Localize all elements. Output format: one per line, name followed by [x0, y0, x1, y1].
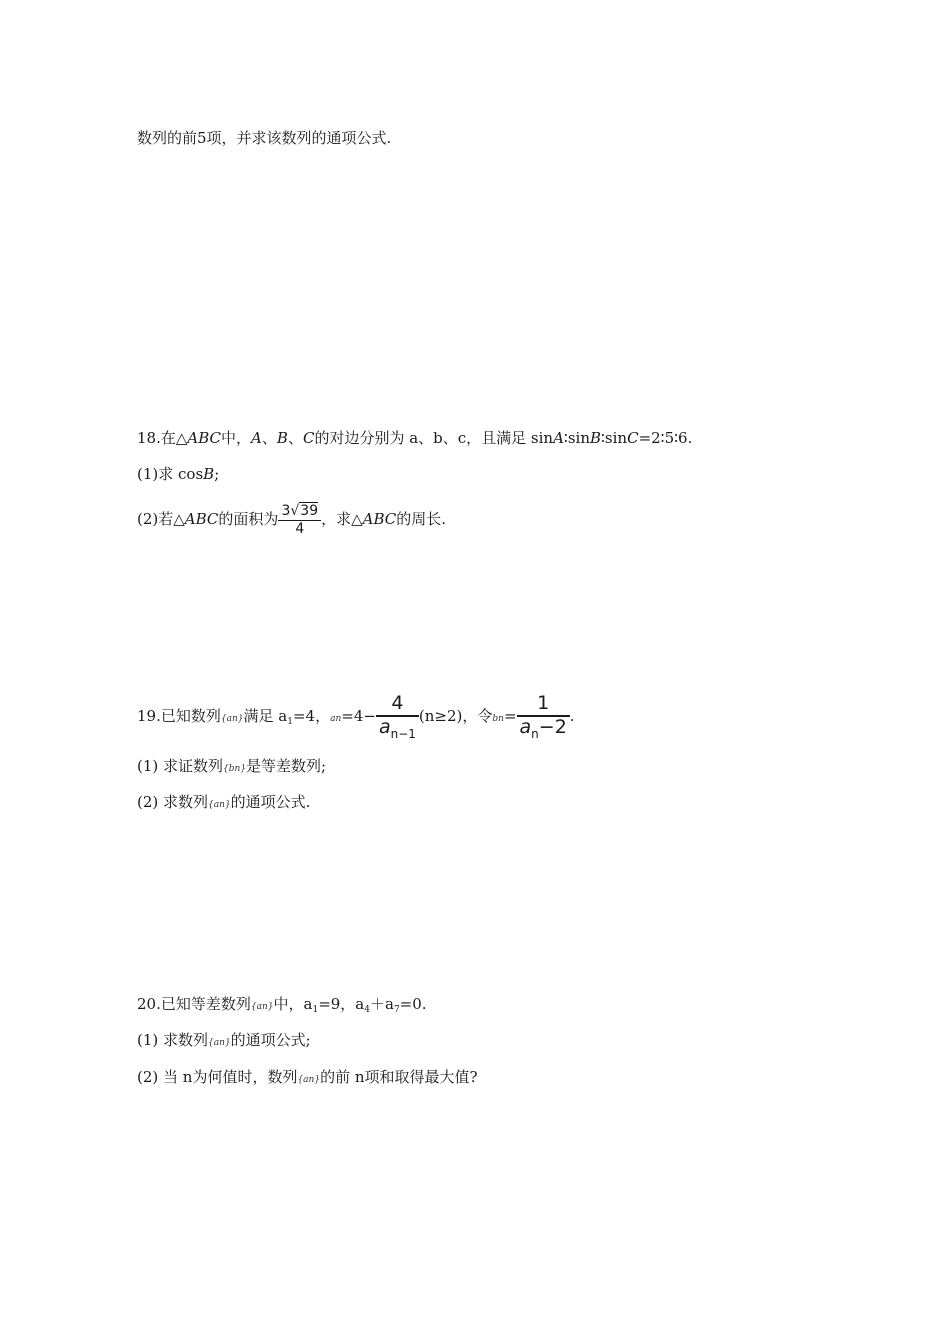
seq-b-label: {bn} [223, 764, 247, 774]
q18-sin: sin [604, 429, 628, 447]
bn-numerator: 1 [517, 694, 570, 717]
q18-part2-text: 的面积为 [218, 510, 279, 528]
q18-stem [137, 428, 692, 448]
q18-text: 的对边分别为 a、b、c，且满足 sin [314, 429, 554, 447]
q20-number: 20. [137, 995, 161, 1013]
q18-part2 [137, 497, 446, 541]
q18-var-b: B [589, 429, 602, 447]
area-coef: 3 [281, 502, 291, 519]
q18-colon: ∶ [601, 429, 605, 447]
q19-part1-suffix: 是等差数列; [246, 757, 327, 775]
q18-sep: 、 [261, 429, 277, 447]
bn-label: bn [492, 714, 504, 724]
q19-part2 [137, 792, 310, 815]
subscript: 1 [287, 717, 293, 727]
area-numerator [278, 504, 321, 521]
recurrence-fraction [376, 691, 419, 741]
q20-part2-suffix: 的前 n项和取得最大值? [320, 1068, 478, 1086]
den-base: a [519, 715, 532, 738]
q19-cond: (n≥2)，令 [418, 707, 493, 725]
q20-part2-text: (2) 当 n为何值时，数列 [137, 1068, 298, 1086]
q18-triangle: ABC [184, 510, 219, 528]
q19-number: 19. [137, 707, 161, 725]
q19-part1 [137, 756, 326, 779]
q18-var-b: B [276, 429, 288, 447]
recurrence-denominator [376, 717, 419, 740]
q18-part1-suffix: ; [214, 465, 220, 483]
q18-var-c: C [302, 429, 315, 447]
bn-denominator [517, 717, 570, 740]
q19-text: 已知数列 [160, 707, 221, 725]
bn-fraction [517, 691, 570, 741]
q18-ratio-values: =2∶5∶6. [638, 429, 693, 447]
q18-part2-end: 的周长. [396, 510, 447, 528]
q18-sin: sin [567, 429, 590, 447]
q18-text: 在△ [160, 429, 188, 447]
q18-part2-text: ，求△ [321, 510, 363, 528]
q20-part2 [137, 1067, 478, 1090]
area-fraction [278, 504, 321, 536]
q18-part1 [137, 464, 219, 484]
q20-part1 [137, 1030, 311, 1053]
q19-eq: =4− [341, 707, 376, 725]
q19-part2-suffix: 的通项公式. [230, 793, 311, 811]
q19-eq: = [503, 707, 517, 725]
sqrt-icon: √ [290, 502, 300, 519]
q18-var-a: A [553, 429, 564, 447]
q18-var-c: C [627, 429, 639, 447]
den-tail: −2 [538, 715, 567, 738]
recurrence-numerator: 4 [376, 694, 419, 717]
subscript: 4 [364, 1005, 370, 1015]
q18-sep: 、 [287, 429, 303, 447]
q20-part1-text: (1) 求数列 [137, 1031, 209, 1049]
den-base: a [378, 715, 391, 738]
q20-text: 中，a [273, 995, 313, 1013]
q18-part1-text: (1)求 cos [137, 465, 204, 483]
q18-var-a: A [251, 429, 262, 447]
q18-part2-text: (2)若△ [137, 510, 185, 528]
den-sub: n−1 [390, 726, 416, 741]
seq-a-label: {an} [220, 714, 244, 724]
q20-eq: =9，a [318, 995, 365, 1013]
area-denominator: 4 [295, 520, 305, 537]
den-sub: n [531, 726, 539, 741]
q18-number: 18. [137, 429, 161, 447]
seq-a-label: {an} [297, 1075, 321, 1085]
q19-text: 满足 a [243, 707, 288, 725]
q19-eq: =4， [292, 707, 331, 725]
q20-stem [137, 994, 427, 1020]
q20-part1-suffix: 的通项公式; [230, 1031, 311, 1049]
area-radicand: 39 [300, 502, 319, 519]
q19-stem [137, 688, 575, 750]
q20-text: 已知等差数列 [160, 995, 251, 1013]
continuation-line [137, 128, 391, 148]
seq-a-label: {an} [250, 1002, 274, 1012]
subscript: 7 [393, 1005, 400, 1015]
q18-text: 中， [221, 429, 252, 447]
an-label: an [330, 714, 342, 724]
continuation-text: 数列的前5项，并求该数列的通项公式. [137, 129, 392, 147]
q18-triangle: ABC [362, 510, 397, 528]
q18-part1-var: B [203, 465, 215, 483]
seq-a-label: {an} [208, 800, 231, 810]
seq-a-label: {an} [208, 1038, 231, 1048]
q20-eq: ＋a [369, 995, 394, 1013]
q19-end: . [569, 707, 575, 725]
q18-colon: ∶ [563, 429, 568, 447]
q19-part2-text: (2) 求数列 [137, 793, 209, 811]
subscript: 1 [312, 1005, 319, 1015]
q19-part1-text: (1) 求证数列 [137, 757, 224, 775]
q18-triangle: ABC [187, 429, 222, 447]
q20-eq: =0. [399, 995, 427, 1013]
